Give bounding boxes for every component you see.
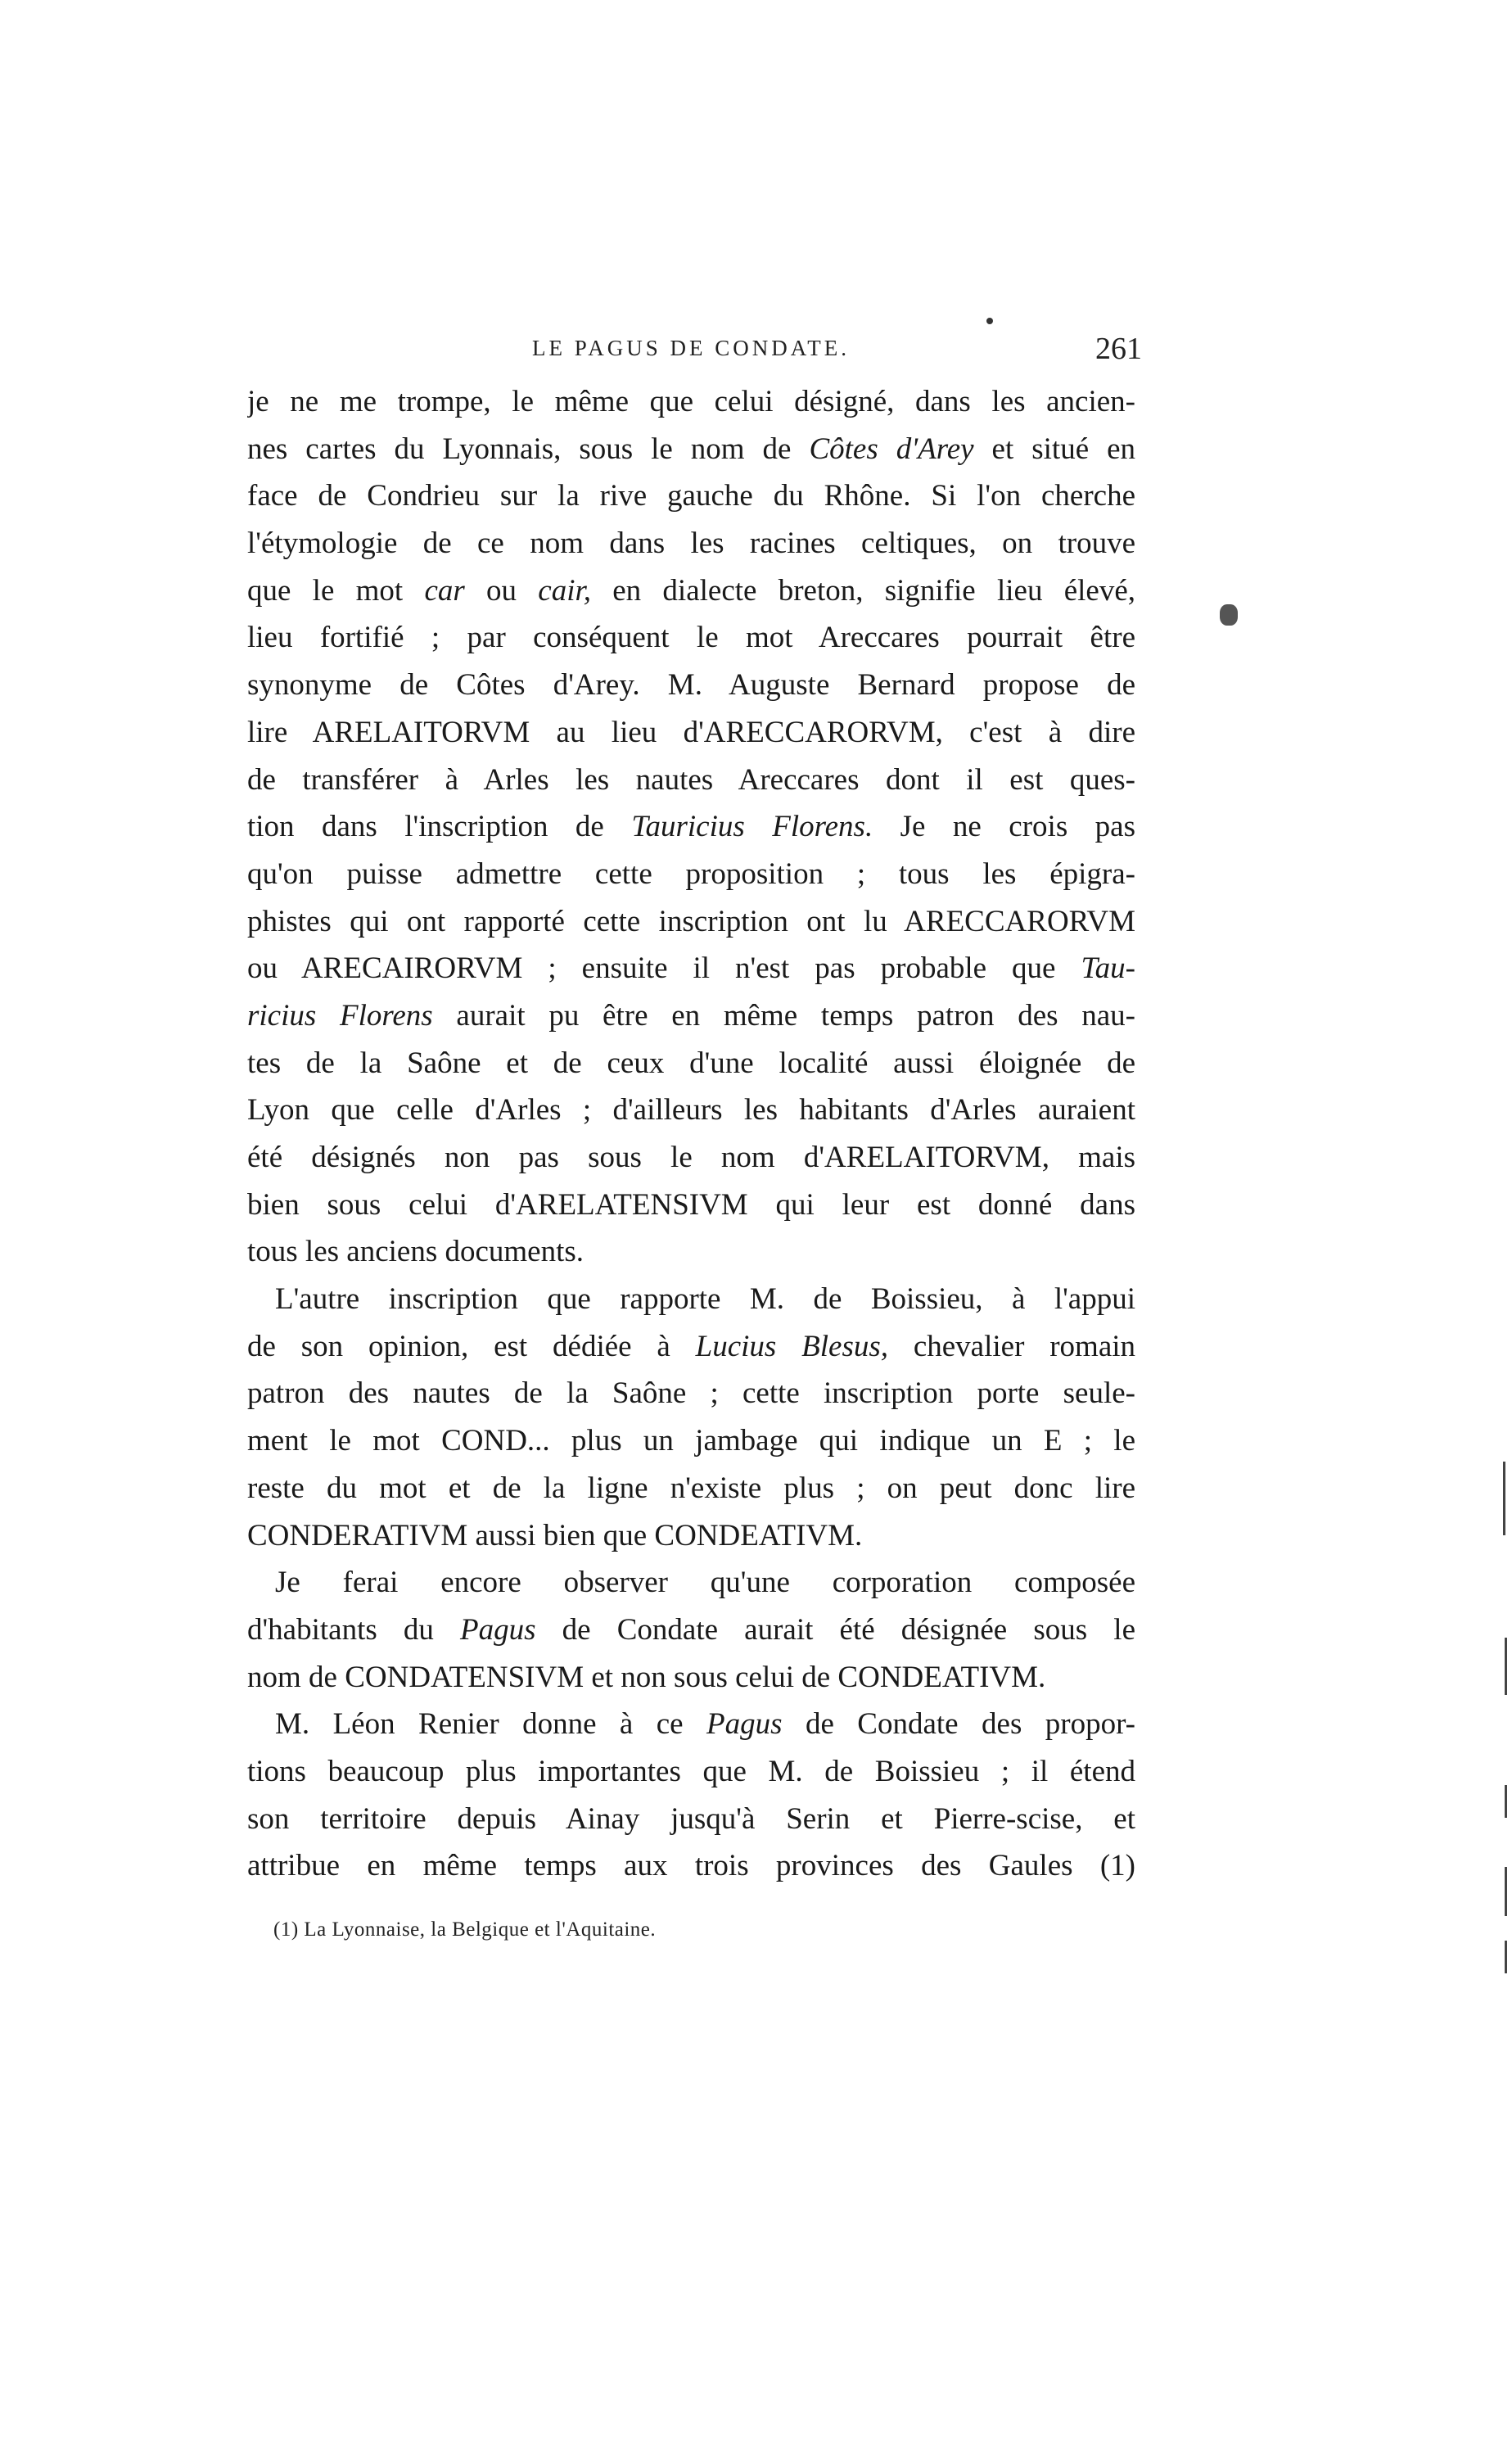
text-line: de transférer à Arles les nautes Areccares dont il est ques- [247, 762, 1135, 797]
text-line: nes cartes du Lyonnais, sous le nom de Côtes d'Arey et situé en [247, 432, 1135, 466]
text-line: l'étymologie de ce nom dans les racines celtiques, on trouve [247, 527, 1135, 561]
footnote: (1) La Lyonnaise, la Belgique et l'Aquitaine. [273, 1918, 657, 1941]
scan-edge-mark [1505, 1785, 1507, 1818]
ink-dot [986, 318, 993, 324]
body-text [247, 378, 1135, 1890]
text-line: ment le mot COND... plus un jambage qui indique un E ; le [247, 1424, 1135, 1458]
text-line: je ne me trompe, le même que celui désigné, dans les ancien- [247, 385, 1135, 418]
text-line: que le mot car ou cair, en dialecte breton, signifie lieu élevé, [247, 573, 1135, 608]
text-line: lieu fortifié ; par conséquent le mot Areccares pourrait être [247, 621, 1135, 655]
running-title: LE PAGUS DE CONDATE. [532, 336, 851, 360]
text-line: Lyon que celle d'Arles ; d'ailleurs les habitants d'Arles auraient [247, 1093, 1135, 1128]
text-line: tions beaucoup plus importantes que M. de Boissieu ; il étend [247, 1754, 1135, 1788]
text-line: CONDERATIVM aussi bien que CONDEATIVM. [247, 1518, 863, 1552]
text-line: L'autre inscription que rapporte M. de Boissieu, à l'appui [275, 1282, 1135, 1317]
text-line: reste du mot et de la ligne n'existe plus ; on peut donc lire [247, 1471, 1135, 1505]
page-number: 261 [1095, 332, 1142, 366]
text-line: attribue en même temps aux trois provinces des Gaules (1) [247, 1849, 1135, 1883]
text-line: lire ARELAITORVM au lieu d'ARECCARORVM, c'est à dire [247, 715, 1135, 749]
scan-edge-mark [1503, 1462, 1505, 1535]
text-line: d'habitants du Pagus de Condate aurait été désignée sous le [247, 1612, 1135, 1647]
text-line: M. Léon Renier donne à ce Pagus de Condate des propor- [275, 1707, 1135, 1742]
text-line: phistes qui ont rapporté cette inscription ont lu ARECCARORVM [247, 904, 1135, 938]
text-line: son territoire depuis Ainay jusqu'à Serin et Pierre-scise, et [247, 1801, 1135, 1836]
scan-edge-mark [1505, 1867, 1507, 1916]
running-head [254, 332, 1142, 377]
text-line: nom de CONDATENSIVM et non sous celui de CONDEATIVM. [247, 1660, 1046, 1694]
text-line: tes de la Saône et de ceux d'une localité aussi éloignée de [247, 1046, 1135, 1080]
text-line: patron des nautes de la Saône ; cette inscription porte seule- [247, 1376, 1135, 1411]
scan-edge-mark [1505, 1638, 1507, 1695]
scan-edge-mark [1505, 1941, 1507, 1973]
text-line: qu'on puisse admettre cette proposition ; tous les épigra- [247, 856, 1135, 891]
text-line: tous les anciens documents. [247, 1235, 584, 1269]
text-line: bien sous celui d'ARELATENSIVM qui leur est donné dans [247, 1187, 1135, 1222]
text-line: été désignés non pas sous le nom d'ARELAITORVM, mais [247, 1141, 1135, 1174]
text-line: de son opinion, est dédiée à Lucius Blesus, chevalier romain [247, 1329, 1135, 1363]
text-line: ou ARECAIRORVM ; ensuite il n'est pas probable que Tau- [247, 951, 1135, 986]
text-line: tion dans l'inscription de Tauricius Florens. Je ne crois pas [247, 810, 1135, 844]
text-line: face de Condrieu sur la rive gauche du Rhône. Si l'on cherche [247, 479, 1135, 513]
text-line: synonyme de Côtes d'Arey. M. Auguste Bernard propose de [247, 668, 1135, 703]
text-line: ricius Florens aurait pu être en même temps patron des nau- [247, 998, 1135, 1033]
text-line: Je ferai encore observer qu'une corporation composée [275, 1566, 1135, 1600]
ink-stain [1220, 604, 1238, 626]
